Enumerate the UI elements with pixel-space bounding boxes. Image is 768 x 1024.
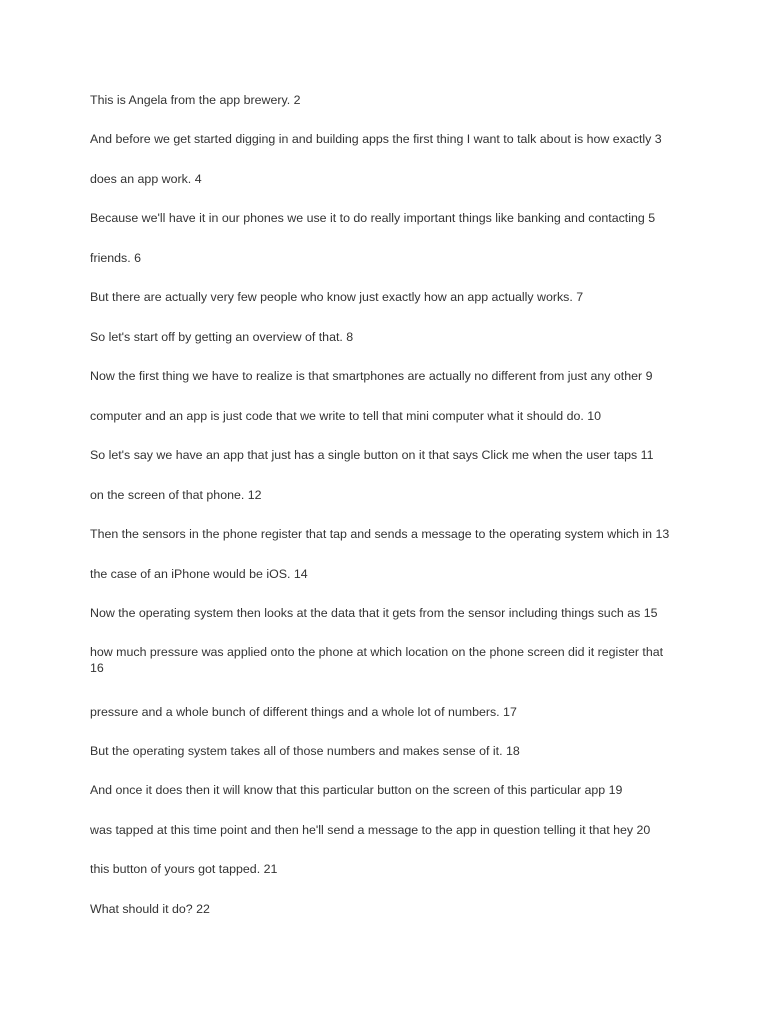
transcript-line: the case of an iPhone would be iOS. 14 [90, 567, 308, 581]
transcript-line: But the operating system takes all of those numbers and makes sense of it. 18 [90, 744, 520, 758]
transcript-line: Then the sensors in the phone register that tap and sends a message to the operating system which in 13 [90, 527, 670, 541]
transcript-line: And before we get started digging in and building apps the first thing I want to talk about is how exactly 3 [90, 132, 662, 146]
transcript-line: does an app work. 4 [90, 172, 202, 186]
transcript-line: So let's start off by getting an overview of that. 8 [90, 330, 354, 344]
transcript-line: was tapped at this time point and then he'll send a message to the app in question telling it that hey 20 [90, 823, 651, 837]
transcript-line: computer and an app is just code that we write to tell that mini computer what it should do. 10 [90, 409, 602, 423]
transcript-line: Now the operating system then looks at the data that it gets from the sensor including things such as 15 [90, 606, 658, 620]
transcript-line: And once it does then it will know that this particular button on the screen of this particular app 19 [90, 783, 623, 797]
transcript-line: This is Angela from the app brewery. 2 [90, 93, 301, 107]
transcript-line: how much pressure was applied onto the phone at which location on the phone screen did it register that 16 [90, 645, 664, 675]
transcript-line: But there are actually very few people who know just exactly how an app actually works. 7 [90, 290, 584, 304]
transcript-line: pressure and a whole bunch of different things and a whole lot of numbers. 17 [90, 705, 517, 719]
transcript-line: What should it do? 22 [90, 902, 210, 916]
transcript-line: Now the first thing we have to realize is that smartphones are actually no different from just any other 9 [90, 369, 653, 383]
transcript-line: Because we'll have it in our phones we use it to do really important things like banking and contacting 5 [90, 211, 656, 225]
transcript-line: this button of yours got tapped. 21 [90, 862, 278, 876]
transcript-line: So let's say we have an app that just has a single button on it that says Click me when the user taps 11 [90, 448, 654, 462]
transcript-line: on the screen of that phone. 12 [90, 488, 262, 502]
transcript-line: friends. 6 [90, 251, 141, 265]
